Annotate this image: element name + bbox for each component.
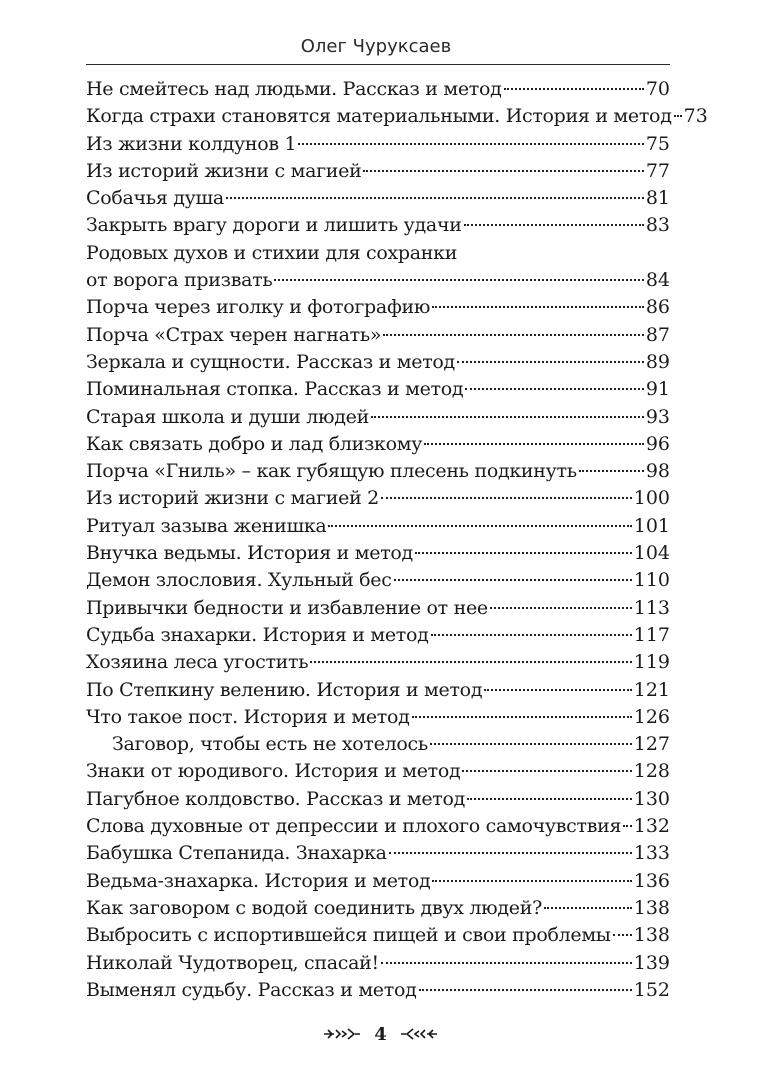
running-header-author: Олег Чуруксаев <box>300 36 452 57</box>
toc-entry-page: 73 <box>683 105 708 128</box>
toc-entry-title: Поминальная стопка. Рассказ и метод <box>86 378 464 401</box>
toc-entry-page: 110 <box>633 569 670 592</box>
dot-leader <box>394 579 632 581</box>
toc-entry <box>86 977 670 1004</box>
toc-entry <box>86 595 670 622</box>
toc-entry-page: 138 <box>633 924 670 947</box>
toc-entry-title: Не смейтесь над людьми. Рассказ и метод <box>86 78 502 100</box>
toc-entry-title: Судьба знахарки. История и метод <box>86 623 429 646</box>
dot-leader <box>579 470 644 472</box>
toc-entry <box>86 185 670 212</box>
toc-entry <box>86 294 670 321</box>
toc-entry-page: 86 <box>645 296 670 319</box>
toc-entry-page: 77 <box>645 159 670 182</box>
dot-leader <box>412 716 632 718</box>
dot-leader <box>328 525 631 527</box>
dot-leader <box>484 689 632 691</box>
dot-leader <box>415 552 632 554</box>
dot-leader <box>383 334 644 336</box>
toc-entry <box>86 731 670 758</box>
toc-entry-page: 101 <box>633 514 670 537</box>
toc-entry-page: 133 <box>633 842 670 865</box>
toc-entry <box>86 622 670 649</box>
toc-entry <box>86 76 670 103</box>
toc-entry-title: Старая школа и души людей <box>86 405 369 428</box>
toc-entry-title: Закрыть врагу дороги и лишить удачи <box>86 214 462 237</box>
toc-entry <box>86 322 670 349</box>
toc-entry-title: Как связать добро и лад близкому <box>86 432 423 455</box>
toc-entry <box>86 131 670 158</box>
dot-leader <box>431 634 632 636</box>
toc-entry <box>86 895 670 922</box>
toc-entry <box>86 240 670 295</box>
toc-entry <box>86 540 670 567</box>
toc-entry-page: 70 <box>645 78 670 100</box>
toc-entry-title: Ведьма-знахарка. История и метод <box>86 869 431 892</box>
toc-entry <box>86 813 670 840</box>
toc-entry <box>86 158 670 185</box>
toc-entry-page: 83 <box>645 214 670 237</box>
toc-entry-page: 98 <box>645 460 670 483</box>
toc-entry-title: Что такое пост. История и метод <box>86 705 410 728</box>
toc-entry-page: 132 <box>633 815 670 838</box>
toc-entry-title: Николай Чудотворец, спасай! <box>86 951 379 974</box>
toc-entry-title: Пагубное колдовство. Рассказ и метод <box>86 787 466 810</box>
toc-entry <box>86 349 670 376</box>
toc-entry <box>86 677 670 704</box>
dot-leader <box>226 197 644 199</box>
dot-leader <box>424 443 644 445</box>
toc-entry-page: 104 <box>633 542 670 565</box>
dot-leader <box>419 989 632 991</box>
toc-entry-title: Выменял судьбу. Рассказ и метод <box>86 978 417 1001</box>
toc-entry <box>86 786 670 813</box>
toc-entry-title: Собачья душа <box>86 187 224 210</box>
table-of-contents <box>86 76 708 1004</box>
toc-entry-title: Заговор, чтобы есть не хотелось <box>112 733 428 756</box>
toc-entry <box>86 513 670 540</box>
toc-entry <box>86 485 670 512</box>
toc-entry-title: Знаки от юродивого. История и метод <box>86 760 461 783</box>
dot-leader <box>381 962 632 964</box>
dot-leader <box>371 416 644 418</box>
toc-entry-page: 87 <box>645 323 670 346</box>
toc-entry-page: 139 <box>633 951 670 974</box>
dot-leader <box>490 607 632 609</box>
toc-entry-page: 84 <box>645 269 670 292</box>
toc-entry <box>86 868 670 895</box>
toc-entry-title: Слова духовные от депрессии и плохого самочувствия <box>86 815 622 838</box>
ornament-right-icon <box>399 1025 439 1046</box>
toc-entry-page: 128 <box>633 760 670 783</box>
toc-entry <box>86 922 670 949</box>
toc-entry-page: 96 <box>645 432 670 455</box>
toc-entry-title: Родовых духов и стихии для сохранки <box>86 241 458 264</box>
dot-leader <box>544 907 632 909</box>
dot-leader <box>464 224 644 226</box>
toc-entry-title: Хозяина леса угостить <box>86 651 309 674</box>
toc-entry-page: 91 <box>645 378 670 401</box>
toc-entry-page: 138 <box>633 896 670 919</box>
toc-entry <box>86 649 670 676</box>
toc-entry <box>86 404 670 431</box>
toc-entry-title: Зеркала и сущности. Рассказ и метод <box>86 350 455 373</box>
toc-entry <box>86 840 670 867</box>
toc-entry-title: Из историй жизни с магией 2 <box>86 487 379 510</box>
toc-entry <box>86 431 670 458</box>
toc-entry <box>86 458 670 485</box>
toc-entry-page: 100 <box>633 487 670 510</box>
toc-entry-page: 121 <box>633 678 670 701</box>
toc-entry-title: Порча «Страх черен нагнать» <box>86 323 382 346</box>
toc-entry <box>86 758 670 785</box>
dot-leader <box>381 497 632 499</box>
toc-entry-title: Внучка ведьмы. История и метод <box>86 542 413 565</box>
toc-entry-page: 130 <box>633 787 670 810</box>
dot-leader <box>462 770 631 772</box>
dot-leader <box>613 934 632 936</box>
toc-entry-title: Бабушка Степанида. Знахарка <box>86 842 387 865</box>
toc-entry-page: 126 <box>633 705 670 728</box>
dot-leader <box>504 88 644 90</box>
toc-entry-title: Порча «Гниль» – как губящую плесень подкинуть <box>86 460 577 483</box>
dot-leader <box>465 388 644 390</box>
toc-entry-page: 136 <box>633 869 670 892</box>
dot-leader <box>432 880 631 882</box>
toc-entry-page: 117 <box>633 623 670 646</box>
toc-entry-title: Выбросить с испортившейся пищей и свои проблемы <box>86 924 611 947</box>
toc-entry-title: Порча через иголку и фотографию <box>86 296 431 319</box>
toc-entry-page: 93 <box>645 405 670 428</box>
dot-leader <box>363 170 643 172</box>
toc-entry <box>86 212 670 239</box>
toc-entry-page: 113 <box>633 596 670 619</box>
toc-entry <box>86 376 670 403</box>
toc-entry-title: Как заговором с водой соединить двух людей? <box>86 896 542 919</box>
toc-entry-page: 75 <box>645 132 670 155</box>
toc-entry <box>86 103 708 130</box>
dot-leader <box>430 743 632 745</box>
dot-leader <box>310 661 631 663</box>
toc-entry-page: 127 <box>633 733 670 756</box>
toc-entry-title: По Степкину велению. История и метод <box>86 678 483 701</box>
toc-entry-page: 81 <box>645 187 670 210</box>
toc-entry <box>86 704 670 731</box>
page-number: 4 <box>374 1024 387 1045</box>
toc-entry-title: Ритуал зазыва женишка <box>86 514 327 537</box>
toc-entry-title: Когда страхи становятся материальными. История и метод <box>86 105 672 128</box>
toc-entry-page: 152 <box>633 978 670 1001</box>
toc-entry-title: Из жизни колдунов 1 <box>86 132 297 155</box>
dot-leader <box>457 361 644 363</box>
dot-leader <box>467 798 632 800</box>
toc-entry-title-continued: от ворога призвать <box>86 269 273 292</box>
dot-leader <box>298 143 643 145</box>
ornament-left-icon <box>322 1025 362 1046</box>
toc-entry <box>86 567 670 594</box>
toc-entry-title: Привычки бедности и избавление от нее <box>86 596 488 619</box>
toc-entry <box>86 950 670 977</box>
dot-leader <box>274 279 643 281</box>
toc-entry-title: Демон злословия. Хульный бес <box>86 569 392 592</box>
toc-entry-page: 119 <box>633 651 670 674</box>
page-footer <box>0 1024 761 1046</box>
dot-leader <box>432 306 644 308</box>
header-rule <box>86 64 670 65</box>
dot-leader <box>389 852 632 854</box>
dot-leader <box>623 825 632 827</box>
dot-leader <box>674 115 682 117</box>
toc-entry-page: 89 <box>645 350 670 373</box>
toc-entry-title: Из историй жизни с магией <box>86 159 362 182</box>
